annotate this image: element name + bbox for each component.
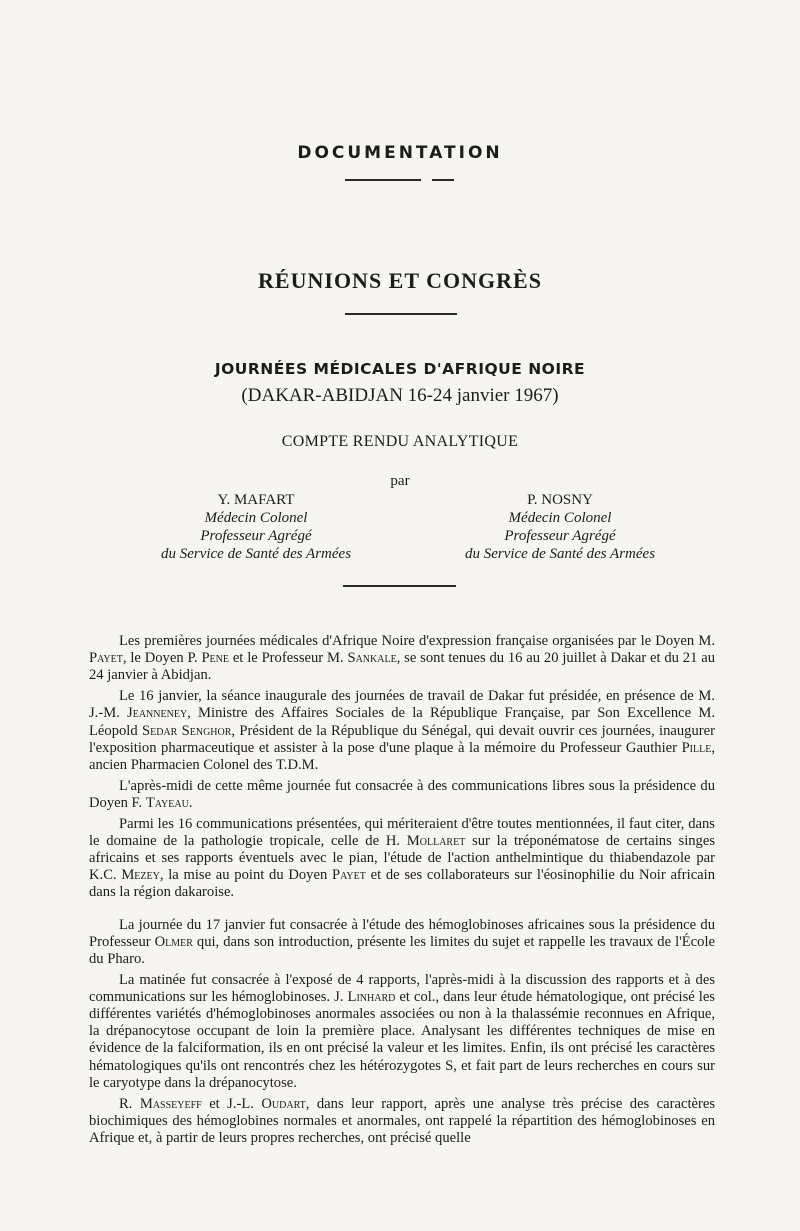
- paragraph-1: Les premières journées médicales d'Afrique Noire d'expression française organisées par le Doyen M. Payet, le Doyen P. Pene et le Professeur M. Sankale, se sont tenues du 16 au 20 juillet à Dakar et du 21 au 24 janvier à Abidjan.: [89, 633, 716, 684]
- author-role-3: du Service de Santé des Armées: [160, 546, 352, 562]
- paragraph-2: Le 16 janvier, la séance inaugurale des journées de travail de Dakar fut présidée, en présence de M. J.-M. Jeanneney, Ministre des Affaires Sociales de la République Française, par Son Excellence M. Léopold Sedar Senghor, Président de la République du Sénégal, qui devait ouvrir ces journées, inaugurer l'exposition pharmaceutique et assister à la pose d'une plaque à la mémoire du Professeur Gauthier Pille, ancien Pharmacien Colonel des T.D.M.: [89, 688, 715, 773]
- report-type: COMPTE RENDU ANALYTIQUE: [281, 433, 519, 450]
- divider-authors: [343, 585, 456, 587]
- author-name: P. NOSNY: [527, 492, 593, 508]
- conference-title: JOURNÉES MÉDICALES D'AFRIQUE NOIRE: [214, 360, 586, 378]
- paragraph-5: La journée du 17 janvier fut consacrée à l'étude des hémoglobinoses africaines sous la présidence du Professeur Olmer qui, dans son introduction, présente les limites du sujet et rappelle les travaux de l'École du Pharo.: [89, 916, 715, 967]
- section-label: DOCUMENTATION: [297, 143, 503, 163]
- paragraph-3: L'après-midi de cette même journée fut consacrée à des communications libres sous la présidence du Doyen F. Tayeau.: [89, 777, 715, 811]
- divider-title: [345, 313, 457, 315]
- by-label: par: [390, 473, 410, 489]
- author-role-2: Professeur Agrégé: [504, 528, 616, 544]
- author-left: [106, 491, 406, 563]
- divider-short-2: [432, 179, 454, 181]
- page-title: RÉUNIONS ET CONGRÈS: [258, 268, 542, 293]
- article-body: [89, 633, 715, 1151]
- author-role-2: Professeur Agrégé: [200, 528, 312, 544]
- author-role-3: du Service de Santé des Armées: [464, 546, 656, 562]
- author-role-1: Médecin Colonel: [204, 510, 308, 526]
- author-role-1: Médecin Colonel: [508, 510, 612, 526]
- paragraph-7: R. Masseyeff et J.-L. Oudart, dans leur rapport, après une analyse très précise des caractères biochimiques des hémoglobines normales et anormales, ont rappelé la répartition des hémoglobinoses en Afrique et, à partir de leurs propres recherches, ont précisé quelle: [89, 1095, 716, 1146]
- conference-dates: (DAKAR-ABIDJAN 16-24 janvier 1967): [241, 385, 559, 406]
- paragraph-6: La matinée fut consacrée à l'exposé de 4 rapports, l'après-midi à la discussion des rapports et à des communications sur les hémoglobinoses. J. Linhard et col., dans leur étude hématologique, ont précisé les différentes variétés d'hémoglobinoses anormales associées ou non à la thalassémie reconnues en Afrique, la drépanocytose occupant de loin la première place. Analysant les différentes techniques de mise en évidence de la falciformation, ils en ont précisé la valeur et les limites. Enfin, ils ont précisé les caractères hématologiques qu'ils ont rencontrés chez les hétérozygotes S, et fait part de leurs recherches en cours sur le caryotype dans la drépanocytose.: [89, 971, 715, 1091]
- paragraph-4: Parmi les 16 communications présentées, qui mériteraient d'être toutes mentionnées, il faut citer, dans le domaine de la pathologie tropicale, celle de H. Mollaret sur la tréponématose de certains singes africains et ses rapports éventuels avec le pian, l'étude de l'action anthelmintique du thiabendazole par K.C. Mezey, la mise au point du Doyen Payet et de ses collaborateurs sur l'éosinophilie du Noir africain dans la région dakaroise.: [89, 815, 716, 901]
- author-right: [410, 491, 710, 563]
- divider-short-1: [345, 179, 421, 181]
- author-name: Y. MAFART: [217, 492, 295, 508]
